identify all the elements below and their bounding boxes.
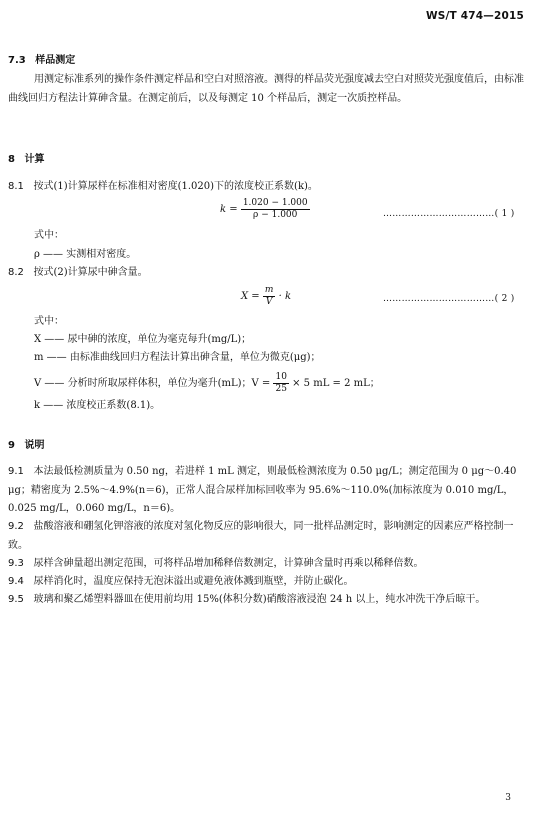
clause-number: 8.2 [8,267,24,278]
fraction-numerator: 1.020 − 1.000 [242,198,308,208]
section-number: 9 [8,440,15,451]
clause-9-5 [8,591,528,610]
clause-number: 9.4 [8,576,24,587]
section-7-3-heading [8,51,75,66]
definition-m: m —— 由标准曲线回归方程法计算出砷含量，单位为微克(μg)； [34,352,321,363]
clause-number: 9.3 [8,558,24,569]
equation-1 [220,198,310,221]
fraction-denominator: ρ − 1.000 [253,210,298,220]
equation-2 [241,285,291,308]
equation-1-leader [383,205,515,223]
definition-rho: ρ —— 实测相对密度。 [34,249,137,260]
definition-k: k —— 浓度校正系数(8.1)。 [34,400,161,411]
equation-fraction [263,285,276,308]
clause-8-1 [8,178,318,196]
where-label: 式中： [34,230,64,241]
section-number: 8 [8,154,15,165]
clause-text: 按式(1)计算尿样在标准相对密度(1.020)下的浓度校正系数(k)。 [33,181,318,192]
fraction-numerator: m [264,285,274,295]
equation-rhs: · k [278,291,292,302]
section-title: 样品测定 [35,55,76,66]
definition-v-text: V —— 分析时所取尿样体积，单位为毫升(mL)；V = [34,378,271,389]
clause-number: 9.1 [8,466,24,477]
clause-text: 玻璃和聚乙烯塑料器皿在使用前均用 15%(体积分数)硝酸溶液浸泡 24 h 以上，纯水冲洗干净后晾干。 [33,594,486,605]
page-number: 3 [505,793,511,803]
clause-number: 9.2 [8,521,24,532]
clause-text: 尿样消化时，温度应保持无泡沫溢出或避免液体溅到瓶壁，并防止碳化。 [33,576,354,587]
section-9-heading [8,436,45,451]
standard-code: WS/T 474—2015 [425,10,524,22]
section-8-heading [8,150,45,165]
clause-8-2 [8,264,148,282]
clause-text: 本法最低检测质量为 0.50 ng，若进样 1 mL 测定，则最低检测浓度为 0.50 μg/L；测定范围为 0 μg～0.40 μg；精密度为 2.5%～4.9%(n＝6)，正常人混合尿样加标回收率为 95.6%～110.0%(加标浓度为 0.010 mg/L，0.025 mg/L，0.060 mg/L，n＝6)。 [8,466,517,514]
clause-text: 尿样含砷量超出测定范围，可将样品增加稀释倍数测定，计算砷含量时再乘以稀释倍数。 [33,558,424,569]
equation-tag: ( 2 ) [494,294,515,304]
fraction-denominator: V [265,297,273,307]
clause-text: 按式(2)计算尿中砷含量。 [33,267,148,278]
section-title: 计算 [24,154,45,165]
clause-text: 盐酸溶液和硼氢化钾溶液的浓度对氢化物反应的影响很大，同一批样品测定时，影响测定的因素应严格控制一致。 [8,521,514,551]
fraction-numerator: 10 [275,372,287,382]
paragraph-text: 用测定标准系列的操作条件测定样品和空白对照溶液。测得的样品荧光强度减去空白对照荧光强度值后，由标准曲线回归方程法计算砷含量。在测定前后，以及每测定 10 个样品后，测定一次质控样品。 [8,74,524,104]
section-7-3-body [8,71,528,108]
definition-v [34,372,380,395]
clause-number: 9.5 [8,594,24,605]
section-number: 7.3 [8,55,26,66]
definition-x: X —— 尿中砷的浓度，单位为毫克每升(mg/L)； [34,334,252,345]
clause-number: 8.1 [8,181,24,192]
equation-tag: ( 1 ) [494,209,515,219]
fraction-denominator: 25 [275,384,287,394]
leader-dots: ……………………………… [383,294,495,304]
section-title: 说明 [24,440,45,451]
where-label: 式中： [34,316,64,327]
definition-v-result: × 5 mL = 2 mL； [292,378,380,389]
clause-9-3 [8,555,528,574]
equation-lhs: k = [220,204,238,215]
equation-fraction [241,198,310,221]
equation-lhs: X = [241,291,260,302]
volume-fraction [273,372,288,395]
equation-2-leader [383,290,515,308]
clause-9-4 [8,573,528,592]
clause-9-1 [8,463,528,519]
clause-9-2 [8,518,528,555]
leader-dots: ……………………………… [383,209,495,219]
